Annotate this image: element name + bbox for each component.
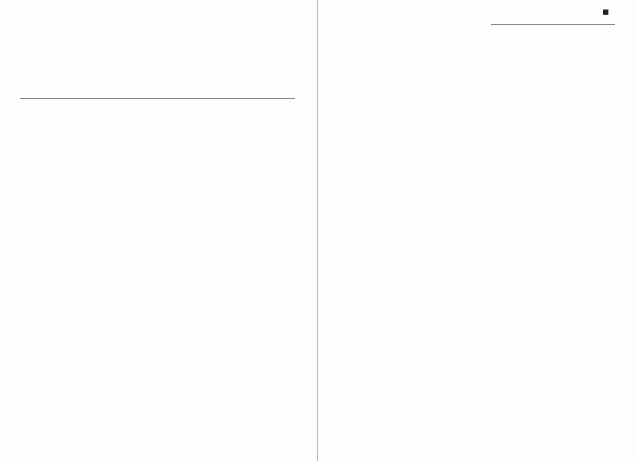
left-page — [0, 0, 317, 461]
right-page — [318, 0, 635, 461]
footnote-divider — [20, 98, 295, 99]
square-bullet-icon: ■ — [602, 8, 609, 16]
footnote-divider — [491, 24, 615, 25]
running-header — [340, 8, 615, 16]
